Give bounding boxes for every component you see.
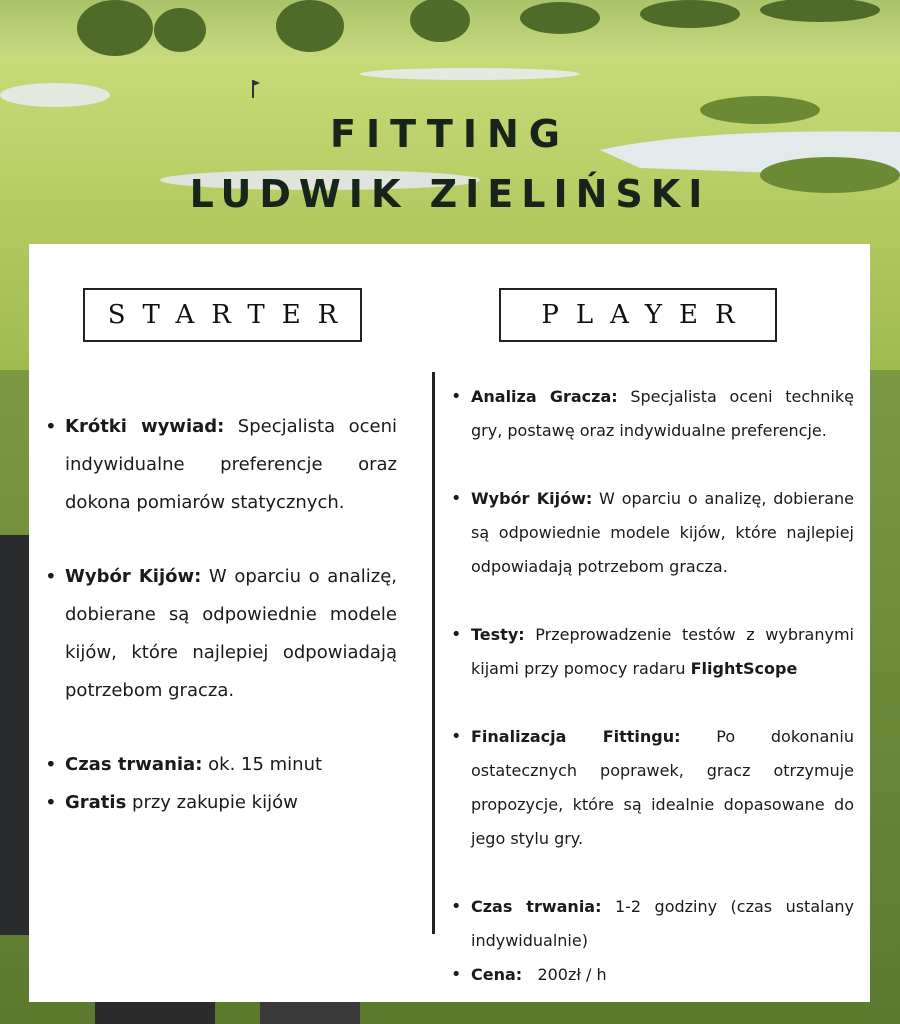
list-item — [43, 746, 397, 784]
item-label: Finalizacja Fittingu: — [471, 727, 681, 746]
list-item — [449, 618, 854, 686]
item-label: Wybór Kijów: — [471, 489, 593, 508]
starter-list — [43, 408, 397, 822]
player-heading: PLAYER — [541, 300, 752, 330]
item-text: Specjalista oceni indywidualne preferencje oraz dokona pomiarów statycznych. — [65, 416, 397, 513]
item-text: Przeprowadzenie testów z wybranymi kijami przy pomocy radaru — [471, 625, 854, 678]
item-text: W oparciu o analizę, dobierane są odpowiednie modele kijów, które najlepiej odpowiadają potrzebom gracza. — [471, 489, 854, 576]
page-title-line-2: LUDWIK ZIELIŃSKI — [189, 172, 711, 216]
item-label: Analiza Gracza: — [471, 387, 618, 406]
item-text: przy zakupie kijów — [126, 792, 298, 813]
item-text: 200zł / h — [522, 965, 607, 984]
item-text: Specjalista oceni technikę gry, postawę oraz indywidualne preferencje. — [471, 387, 854, 440]
list-item — [449, 482, 854, 584]
starter-heading-box — [83, 288, 362, 342]
list-item — [449, 720, 854, 856]
item-label: Wybór Kijów: — [65, 566, 202, 587]
list-item — [449, 958, 854, 992]
list-item — [43, 784, 397, 822]
column-divider — [432, 372, 435, 934]
item-label: Czas trwania: — [471, 897, 602, 916]
item-label: Czas trwania: — [65, 754, 203, 775]
list-item — [43, 558, 397, 710]
page-title-line-1: FITTING — [330, 112, 570, 156]
item-label: Cena: — [471, 965, 523, 984]
item-text: W oparciu o analizę, dobierane są odpowiednie modele kijów, które najlepiej odpowiadają potrzebom gracza. — [65, 566, 397, 701]
player-list — [449, 380, 854, 992]
item-text: Po dokonaniu ostatecznych poprawek, gracz otrzymuje propozycje, które są idealnie dopasowane do jego stylu gry. — [471, 727, 854, 848]
item-label: Testy: — [471, 625, 525, 644]
item-text: 1-2 godziny (czas ustalany indywidualnie) — [471, 897, 854, 950]
item-label: Gratis — [65, 792, 127, 813]
starter-heading: STARTER — [107, 300, 355, 330]
list-item — [43, 408, 397, 522]
offer-card — [29, 244, 870, 1002]
radar-brand: FlightScope — [690, 659, 798, 678]
list-item — [449, 380, 854, 448]
list-item — [449, 890, 854, 958]
item-text: ok. 15 minut — [202, 754, 323, 775]
item-label: Krótki wywiad: — [65, 416, 225, 437]
player-heading-box — [499, 288, 777, 342]
